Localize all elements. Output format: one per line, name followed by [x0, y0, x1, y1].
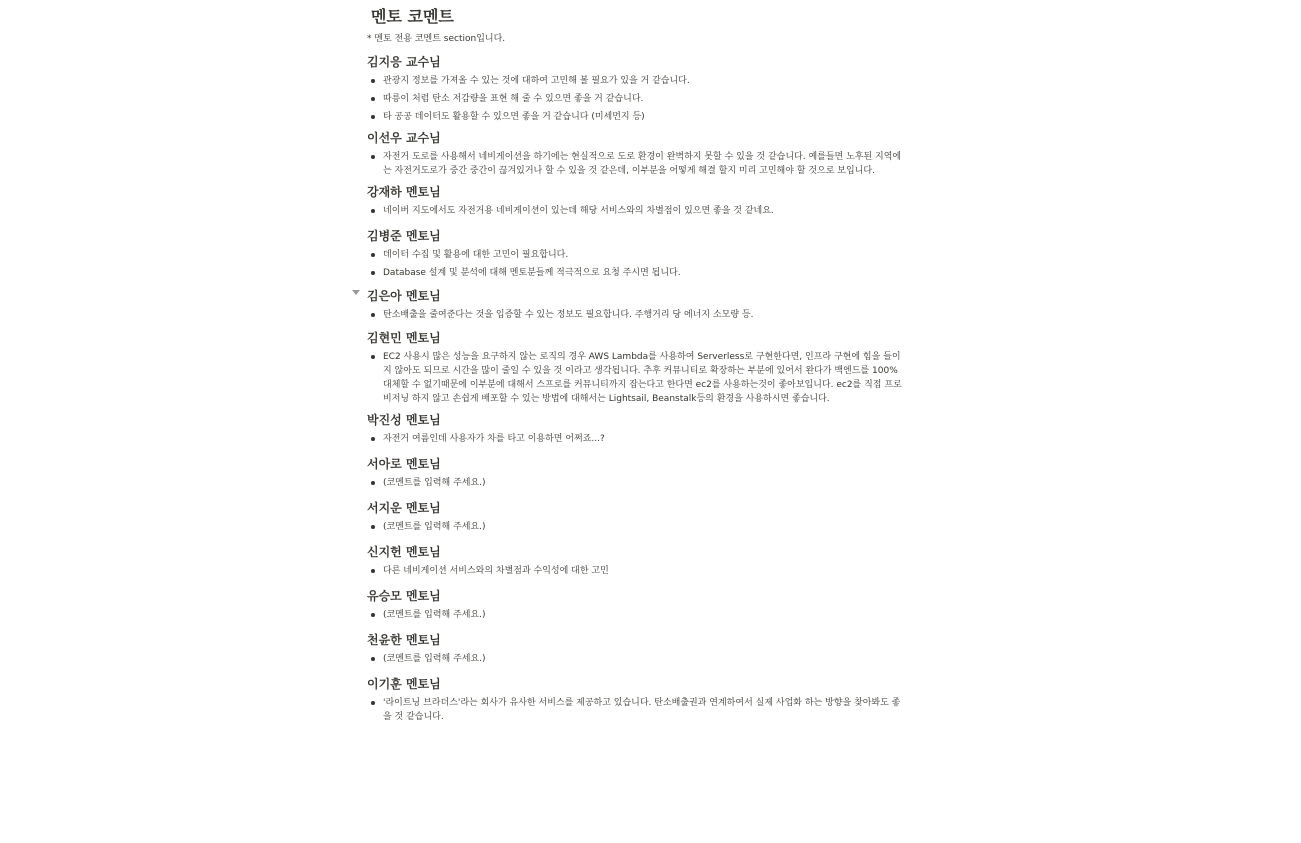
- comment-text: 자전거 여름인데 사용자가 차를 타고 이용하면 어쩌죠...?: [383, 434, 605, 444]
- comment-text: 네이버 지도에서도 자전거용 네비게이션이 있는데 해당 서비스와의 차별점이 있으면 좋을 것 같네요.: [383, 206, 774, 216]
- bullet-icon: [371, 271, 375, 275]
- bullet-icon: [371, 313, 375, 317]
- comment-list: [366, 308, 906, 322]
- mentor-heading[interactable]: 이기훈 멘토님: [367, 677, 441, 691]
- bullet-icon: [371, 355, 375, 359]
- mentor-heading[interactable]: 김지응 교수님: [367, 55, 441, 69]
- mentor-section: [366, 412, 906, 446]
- bullet-icon: [371, 97, 375, 101]
- comment-text: (코멘트를 입력해 주세요.): [383, 522, 486, 532]
- comment-item[interactable]: [366, 266, 906, 280]
- mentor-section: [366, 588, 906, 622]
- mentor-heading[interactable]: 유승모 멘토님: [367, 589, 441, 603]
- page-title[interactable]: 멘토 코멘트: [371, 7, 454, 26]
- comment-list: [366, 564, 906, 578]
- comment-item[interactable]: [366, 520, 906, 534]
- mentor-heading[interactable]: 서아로 멘토님: [367, 457, 441, 471]
- comment-list: [366, 432, 906, 446]
- mentor-section: [366, 544, 906, 578]
- comment-list: [366, 696, 906, 724]
- comment-text: 따릉이 처럼 탄소 저감량을 표현 해 줄 수 있으면 좋을 거 같습니다.: [383, 94, 644, 104]
- comment-text: (코멘트를 입력해 주세요.): [383, 478, 486, 488]
- mentor-section: [366, 500, 906, 534]
- comment-text: 관광지 정보를 가져올 수 있는 것에 대하여 고민해 볼 필요가 있을 거 같습니다.: [383, 76, 690, 86]
- bullet-icon: [371, 701, 375, 705]
- comment-text: 자전거 도로를 사용해서 네비게이션을 하기에는 현실적으로 도로 환경이 완벽하지 못할 수 있을 것 같습니다. 예를들면 노후된 지역에는 자전거도로가 중간 중간이 끊겨있거나 할 수 있을 것 같은데, 이부분을 어떻게 해결 할지 미리 고민해야 할 것으로 보입니다.: [383, 152, 902, 176]
- comment-list: [366, 476, 906, 490]
- bullet-icon: [371, 481, 375, 485]
- bullet-icon: [371, 613, 375, 617]
- comment-text: 타 공공 데이터도 활용할 수 있으면 좋을 거 같습니다 (미세먼지 등): [383, 112, 645, 122]
- comment-text: 탄소배출을 줄여준다는 것을 입증할 수 있는 정보도 필요합니다. 주행거리 당 에너지 소모량 등.: [383, 310, 754, 320]
- comment-item[interactable]: [366, 608, 906, 622]
- bullet-icon: [371, 115, 375, 119]
- mentor-section: [366, 330, 906, 406]
- comment-list: [366, 652, 906, 666]
- comment-item[interactable]: [366, 652, 906, 666]
- mentor-heading[interactable]: 김병준 멘토님: [367, 229, 441, 243]
- mentor-sections: [366, 54, 906, 724]
- comment-list: [366, 150, 906, 178]
- mentor-heading[interactable]: 박진성 멘토님: [367, 413, 441, 427]
- comment-list: [366, 74, 906, 124]
- comment-text: EC2 사용시 많은 성능을 요구하지 않는 로직의 경우 AWS Lambda를 사용하여 Serverless로 구현한다면, 인프라 구현에 힘을 들이지 않아도 되므로 시간을 많이 줄일 수 있을 것 이라고 생각됩니다. 추후 커뮤니티로 확장하는 부분에 있어서 완다가 백엔드를 100% 대체할 수 없기때문에 이부분에 대해서 스프로를 커뮤니티까지 잡는다고 한다면 ec2를 사용하는것이 좋아보입니다. ec2를 직접 프로비저닝 하지 않고 손쉽게 배포할 수 있는 방법에 대해서는 Lightsail, Beanstalk등의 환경을 사용하시면 좋습니다.: [383, 352, 902, 404]
- bullet-icon: [371, 209, 375, 213]
- mentor-heading[interactable]: 천윤한 멘토님: [367, 633, 441, 647]
- comment-item[interactable]: [366, 248, 906, 262]
- comment-text: (코멘트를 입력해 주세요.): [383, 610, 486, 620]
- comment-list: [366, 608, 906, 622]
- comment-item[interactable]: [366, 432, 906, 446]
- document: [366, 6, 906, 728]
- mentor-heading[interactable]: 신지헌 멘토님: [367, 545, 441, 559]
- comment-text: (코멘트를 입력해 주세요.): [383, 654, 486, 664]
- comment-text: '라이트닝 브라더스'라는 회사가 유사한 서비스를 제공하고 있습니다. 탄소배출권과 연계하여서 실제 사업화 하는 방향을 찾아봐도 좋을 것 같습니다.: [383, 698, 901, 722]
- bullet-icon: [371, 437, 375, 441]
- bullet-icon: [371, 657, 375, 661]
- comment-list: [366, 520, 906, 534]
- comment-item[interactable]: [366, 150, 906, 178]
- mentor-heading[interactable]: 김현민 멘토님: [367, 331, 441, 345]
- bullet-icon: [371, 79, 375, 83]
- mentor-section: [366, 632, 906, 666]
- mentor-section: [366, 184, 906, 218]
- comment-text: Database 설계 및 분석에 대해 멘토분들께 적극적으로 요청 주시면 됩니다.: [383, 268, 681, 278]
- mentor-section: [366, 130, 906, 178]
- comment-item[interactable]: [366, 204, 906, 218]
- mentor-section: [366, 54, 906, 124]
- mentor-heading[interactable]: 김은아 멘토님: [367, 289, 441, 303]
- mentor-section: [366, 288, 906, 322]
- comment-list: [366, 204, 906, 218]
- comment-list: [366, 350, 906, 406]
- bullet-icon: [371, 253, 375, 257]
- bullet-icon: [371, 155, 375, 159]
- mentor-section: [366, 676, 906, 724]
- comment-item[interactable]: [366, 696, 906, 724]
- section-note[interactable]: * 멘토 전용 코멘트 section입니다.: [367, 34, 506, 44]
- comment-item[interactable]: [366, 476, 906, 490]
- mentor-section: [366, 456, 906, 490]
- comment-item[interactable]: [366, 74, 906, 88]
- comment-text: 데이터 수집 및 활용에 대한 고민이 필요합니다.: [383, 250, 569, 260]
- bullet-icon: [371, 525, 375, 529]
- toggle-arrow-icon[interactable]: [352, 290, 360, 295]
- comment-item[interactable]: [366, 92, 906, 106]
- mentor-heading[interactable]: 서지운 멘토님: [367, 501, 441, 515]
- mentor-heading[interactable]: 이선우 교수님: [367, 131, 441, 145]
- comment-list: [366, 248, 906, 280]
- comment-item[interactable]: [366, 564, 906, 578]
- comment-item[interactable]: [366, 308, 906, 322]
- mentor-heading[interactable]: 강재하 멘토님: [367, 185, 441, 199]
- comment-item[interactable]: [366, 110, 906, 124]
- comment-text: 다른 네비게이션 서비스와의 차별점과 수익성에 대한 고민: [383, 566, 609, 576]
- bullet-icon: [371, 569, 375, 573]
- mentor-section: [366, 228, 906, 280]
- comment-item[interactable]: [366, 350, 906, 406]
